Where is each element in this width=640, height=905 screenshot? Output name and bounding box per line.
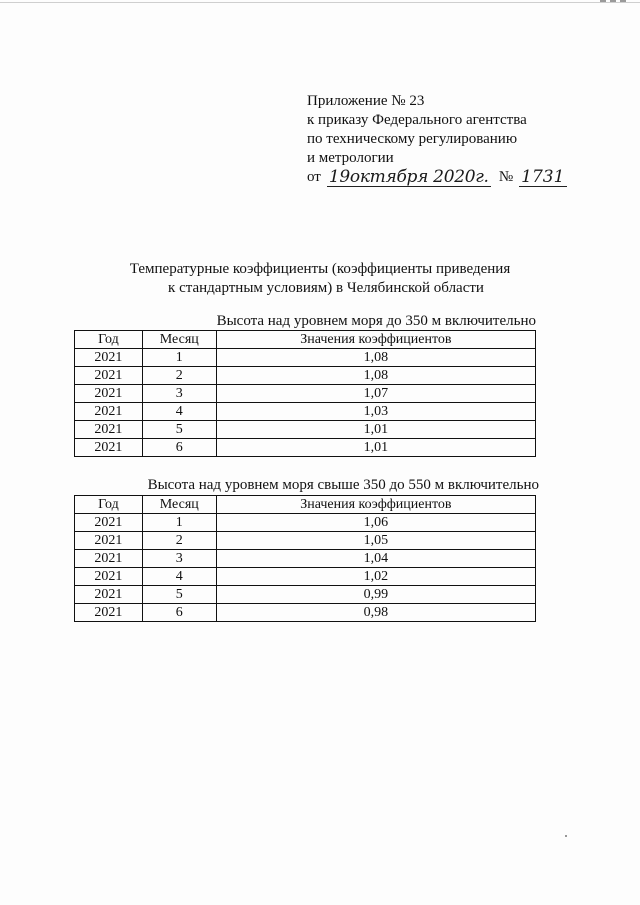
table-row [75, 550, 536, 568]
cell-year: 2021 [75, 550, 143, 568]
cell-month: 1 [142, 349, 216, 367]
cell-year: 2021 [75, 367, 143, 385]
handwritten-order-number: 1731 [519, 168, 567, 187]
appendix-number: Приложение № 23 [307, 93, 425, 109]
cell-month: 3 [142, 550, 216, 568]
scan-corner-mark [600, 0, 626, 8]
column-header-month: Месяц [142, 331, 216, 349]
cell-value: 1,06 [216, 514, 535, 532]
cell-value: 1,08 [216, 367, 535, 385]
table-header-row [75, 331, 536, 349]
cell-month: 5 [142, 421, 216, 439]
cell-year: 2021 [75, 532, 143, 550]
column-header-value: Значения коэффициентов [216, 496, 535, 514]
cell-year: 2021 [75, 349, 143, 367]
cell-month: 2 [142, 532, 216, 550]
appendix-header [307, 92, 567, 187]
order-reference-line: и метрологии [307, 150, 394, 166]
table-row [75, 367, 536, 385]
cell-value: 1,01 [216, 421, 535, 439]
cell-year: 2021 [75, 604, 143, 622]
table-row [75, 421, 536, 439]
cell-year: 2021 [75, 403, 143, 421]
cell-value: 0,98 [216, 604, 535, 622]
scan-edge-line [0, 2, 640, 3]
table-caption: Высота над уровнем моря до 350 м включительно [216, 313, 536, 329]
table-row [75, 514, 536, 532]
order-date-line [307, 168, 567, 187]
cell-month: 2 [142, 367, 216, 385]
table-header-row [75, 496, 536, 514]
order-reference-line: по техническому регулированию [307, 131, 518, 147]
cell-year: 2021 [75, 421, 143, 439]
cell-year: 2021 [75, 439, 143, 457]
table-row [75, 586, 536, 604]
order-reference-line: к приказу Федерального агентства [307, 112, 527, 128]
title-line: к стандартным условиям) в Челябинской области [168, 280, 484, 296]
cell-value: 1,07 [216, 385, 535, 403]
cell-month: 6 [142, 604, 216, 622]
number-label: № [498, 169, 514, 185]
cell-month: 1 [142, 514, 216, 532]
cell-value: 1,02 [216, 568, 535, 586]
table-caption: Высота над уровнем моря свыше 350 до 550 м включительно [147, 477, 539, 493]
cell-year: 2021 [75, 568, 143, 586]
table-row [75, 403, 536, 421]
column-header-year: Год [75, 331, 143, 349]
coefficients-table [74, 330, 536, 457]
cell-value: 1,08 [216, 349, 535, 367]
title-line: Температурные коэффициенты (коэффициенты приведения [129, 261, 511, 277]
cell-month: 6 [142, 439, 216, 457]
table-row [75, 568, 536, 586]
cell-year: 2021 [75, 586, 143, 604]
table-row [75, 439, 536, 457]
cell-year: 2021 [75, 385, 143, 403]
cell-value: 0,99 [216, 586, 535, 604]
cell-month: 3 [142, 385, 216, 403]
column-header-value: Значения коэффициентов [216, 331, 535, 349]
column-header-month: Месяц [142, 496, 216, 514]
cell-value: 1,04 [216, 550, 535, 568]
cell-value: 1,05 [216, 532, 535, 550]
cell-value: 1,01 [216, 439, 535, 457]
from-label: от [307, 169, 321, 185]
cell-month: 4 [142, 403, 216, 421]
document-title [0, 260, 640, 298]
handwritten-date: 19октября 2020г. [327, 168, 491, 187]
cell-month: 4 [142, 568, 216, 586]
column-header-year: Год [75, 496, 143, 514]
cell-year: 2021 [75, 514, 143, 532]
table-row [75, 385, 536, 403]
table-row [75, 349, 536, 367]
coefficients-table [74, 495, 536, 622]
cell-value: 1,03 [216, 403, 535, 421]
table-row [75, 604, 536, 622]
scan-speck [565, 835, 567, 837]
cell-month: 5 [142, 586, 216, 604]
table-row [75, 532, 536, 550]
